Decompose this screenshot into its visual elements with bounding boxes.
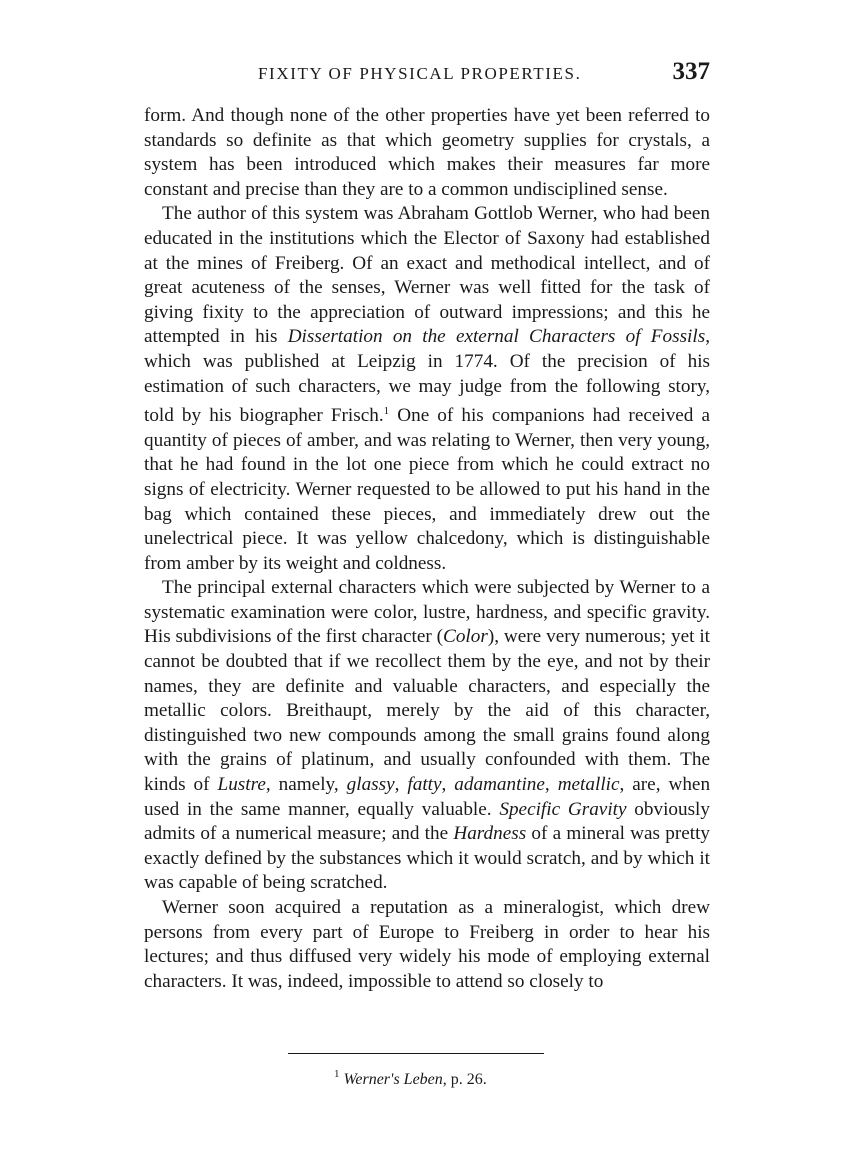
footnote-ref: 1 xyxy=(383,405,390,418)
text-segment: ), were very numerous; yet it cannot be doubted that if we recollect them by the eye, and not by their names, they are definite and valuable characters, and especially the metallic colors. Breithaupt, merely by the aid of this character, distinguished two new compounds among the small grains found along with the grains of platinum, and usually confounded with them. The kinds of xyxy=(144,626,710,796)
italic-text: fatty xyxy=(407,774,442,796)
text-segment: obviously admits of a numerical measure; and the xyxy=(144,798,710,845)
footnote-title: Werner's Leben xyxy=(343,1071,443,1088)
italic-text: Specific Gravity xyxy=(499,798,627,820)
running-title: FIXITY OF PHYSICAL PROPERTIES. xyxy=(258,64,582,83)
footnote-divider xyxy=(288,1053,544,1054)
italic-text: Hardness xyxy=(453,823,527,845)
italic-text: glassy xyxy=(346,774,395,796)
text-segment: , xyxy=(394,774,408,796)
text-segment: , namely, xyxy=(265,774,347,796)
text-segment: , are, when used in the same manner, equally valuable. xyxy=(144,774,711,820)
page-header xyxy=(140,58,710,92)
body-text xyxy=(144,104,710,994)
text-segment: , xyxy=(441,774,455,796)
text-segment: The principal external characters which were subjected by Werner to a systematic examination were color, lustre, hardness, and specific gravity. His subdivisions of the first character ( xyxy=(144,577,710,648)
text-segment: form. And though none of the other properties have yet been referred to standards so definite as that which geometry supplies for crystals, a system has been introduced which makes their measures far more constant and precise than they are to a common undisciplined sense. xyxy=(144,105,710,200)
paragraph xyxy=(144,576,710,896)
text-segment: One of his companions had received a quantity of pieces of amber, and was relating to Werner, then very young, that he had found in the lot one piece from which he could extract no signs of electricity. Werner requested to be allowed to put his hand in the bag which contained these pieces, and immediately drew out the unelectrical piece. It was yellow chalcedony, which is distinguishable from amber by its weight and coldness. xyxy=(144,405,711,574)
text-segment: Werner soon acquired a reputation as a mineralogist, which drew persons from every part of Europe to Freiberg in order to hear his lectures; and thus diffused very widely his mode of employing external characters. It was, indeed, impossible to attend so closely to xyxy=(144,897,710,992)
paragraph xyxy=(144,896,710,994)
text-segment: , which was published at Leipzig in 1774. Of the precision of his estimation of such characters, we may judge from the following story, told by his biographer Frisch. xyxy=(144,326,710,427)
text-segment: The author of this system was Abraham Gottlob Werner, who had been educated in the institutions which the Elector of Saxony had established at the mines of Freiberg. Of an exact and methodical intellect, and of great acuteness of the senses, Werner was well fitted for the task of giving fixity to the appreciation of outward impressions; and this he attempted in his xyxy=(144,203,710,348)
italic-text: Lustre xyxy=(217,774,266,796)
footnote-marker: 1 xyxy=(334,1068,340,1080)
footnote xyxy=(334,1068,487,1089)
italic-text: Dissertation on the external Characters of Fossils xyxy=(287,326,706,348)
italic-text: Color xyxy=(443,626,488,648)
paragraph xyxy=(144,104,710,202)
text-segment: of a mineral was pretty exactly defined by the substances which it would scratch, and by which it was capable of being scratched. xyxy=(144,823,710,894)
page-number: 337 xyxy=(672,58,710,85)
italic-text: metallic xyxy=(557,774,620,796)
footnote-reference: , p. 26. xyxy=(442,1071,487,1088)
italic-text: adamantine xyxy=(454,774,545,796)
text-segment: , xyxy=(544,774,558,796)
paragraph xyxy=(144,202,710,576)
